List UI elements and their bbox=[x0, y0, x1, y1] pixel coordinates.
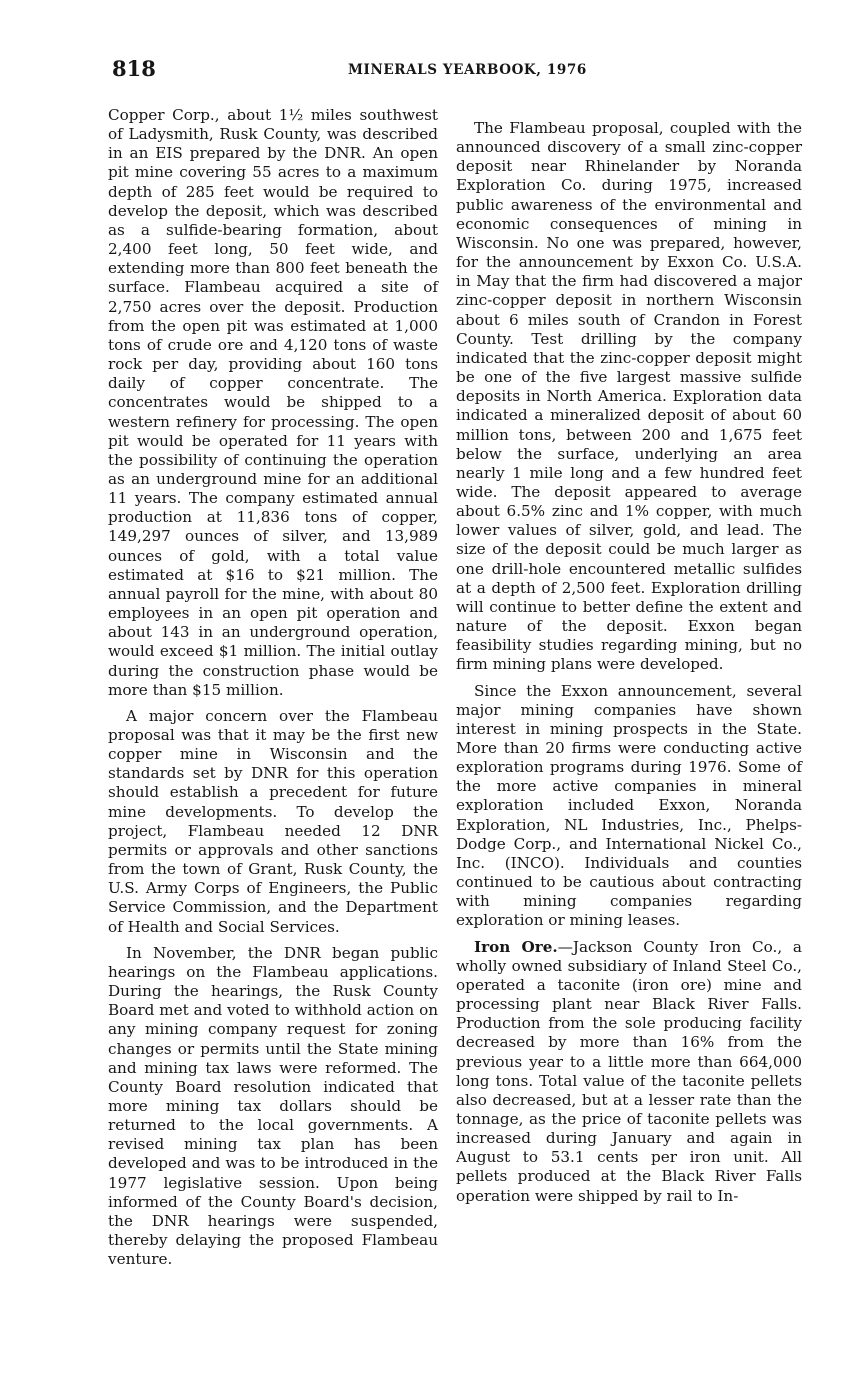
paragraph-exploration-interest: Since the Exxon announcement, several major mining companies have shown interest in mining prospects in the State. More than 20 firms were conducting active exploration programs during 1976. Some of the more active companies in mineral exploration included Exxon, Noranda Exploration, NL Industries, Inc., Phelps-Dodge Corp., and International Nickel Co., Inc. (INCO). Individuals and counties continued to be cautious about contracting with mining companies regarding exploration or mining leases. bbox=[456, 681, 802, 930]
left-column bbox=[108, 106, 438, 1276]
iron-ore-heading: Iron Ore. bbox=[474, 937, 558, 956]
paragraph-flambeau-major-concern: A major concern over the Flambeau proposal was that it may be the first new copper mine in Wisconsin and the standards set by DNR for this operation should establish a precedent for future mine developments. To develop the project, Flambeau needed 12 DNR permits or approvals and other sanctions from the town of Grant, Rusk County, the U.S. Army Corps of Engineers, the Public Service Commission, and the Department of Health and Social Services. bbox=[108, 706, 438, 936]
paragraph-dnr-hearings: In November, the DNR began public hearings on the Flambeau applications. During the hearings, the Rusk County Board met and voted to withhold action on any mining company request for zoning changes or permits until the State mining and mining tax laws were reformed. The County Board resolution indicated that more mining tax dollars should be returned to the local governments. A revised mining tax plan has been developed and was to be introduced in the 1977 legislative session. Upon being informed of the County Board's decision, the DNR hearings were suspended, thereby delaying the proposed Flambeau venture. bbox=[108, 943, 438, 1269]
iron-ore-text: —Jackson County Iron Co., a wholly owned subsidiary of Inland Steel Co., operated a taconite (iron ore) mine and processing plant near Black River Falls. Production from the sole producing facility decreased by more than 16% from the previous year to a little more than 664,000 long tons. Total value of the taconite pellets also decreased, but at a lesser rate than the tonnage, as the price of taconite pellets was increased during January and again in August to 53.1 cents per iron unit. All pellets produced at the Black River Falls operation were shipped by rail to In- bbox=[456, 937, 802, 1205]
paragraph-exxon-discovery: The Flambeau proposal, coupled with the announced discovery of a small zinc-copper deposit near Rhinelander by Noranda Exploration Co. during 1975, increased public awareness of the environmental and economic consequences of mining in Wisconsin. No one was prepared, however, for the announcement by Exxon Co. U.S.A. in May that the firm had discovered a major zinc-copper deposit in northern Wisconsin about 6 miles south of Crandon in Forest County. Test drilling by the company indicated that the zinc-copper deposit might be one of the five largest massive sulfide deposits in North America. Exploration data indicated a mineralized deposit of about 60 million tons, between 200 and 1,675 feet below the surface, underlying an area nearly 1 mile long and a few hundred feet wide. The deposit appeared to average about 6.5% zinc and 1% copper, with much lower values of silver, gold, and lead. The size of the deposit could be much larger as one drill-hole encountered metallic sulfides at a depth of 2,500 feet. Exploration drilling will continue to better define the extent and nature of the deposit. Exxon began feasibility studies regarding mining, but no firm mining plans were developed. bbox=[456, 119, 802, 674]
paragraph-flambeau-copper-description: Copper Corp., about 1½ miles southwest of Ladysmith, Rusk County, was described in an EIS prepared by the DNR. An open pit mine covering 55 acres to a maximum depth of 285 feet would be required to develop the deposit, which was described as a sulfide-bearing formation, about 2,400 feet long, 50 feet wide, and extending more than 800 feet beneath the surface. Flambeau acquired a site of 2,750 acres over the deposit. Production from the open pit was estimated at 1,000 tons of crude ore and 4,120 tons of waste rock per day, providing about 160 tons daily of copper concentrate. The concentrates would be shipped to a western refinery for processing. The open pit would be operated for 11 years with the possibility of continuing the operation as an underground mine for an additional 11 years. The company estimated annual production at 11,836 tons of copper, 149,297 ounces of silver, and 13,989 ounces of gold, with a total value estimated at $16 to $21 million. The annual payroll for the mine, with about 80 employees in an open pit operation and about 143 in an underground operation, would exceed $1 million. The initial outlay during the construction phase would be more than $15 million. bbox=[108, 106, 438, 699]
page-number: 818 bbox=[112, 56, 156, 81]
running-title: MINERALS YEARBOOK, 1976 bbox=[348, 62, 587, 78]
right-column bbox=[456, 119, 802, 1213]
paragraph-iron-ore bbox=[456, 938, 802, 1206]
